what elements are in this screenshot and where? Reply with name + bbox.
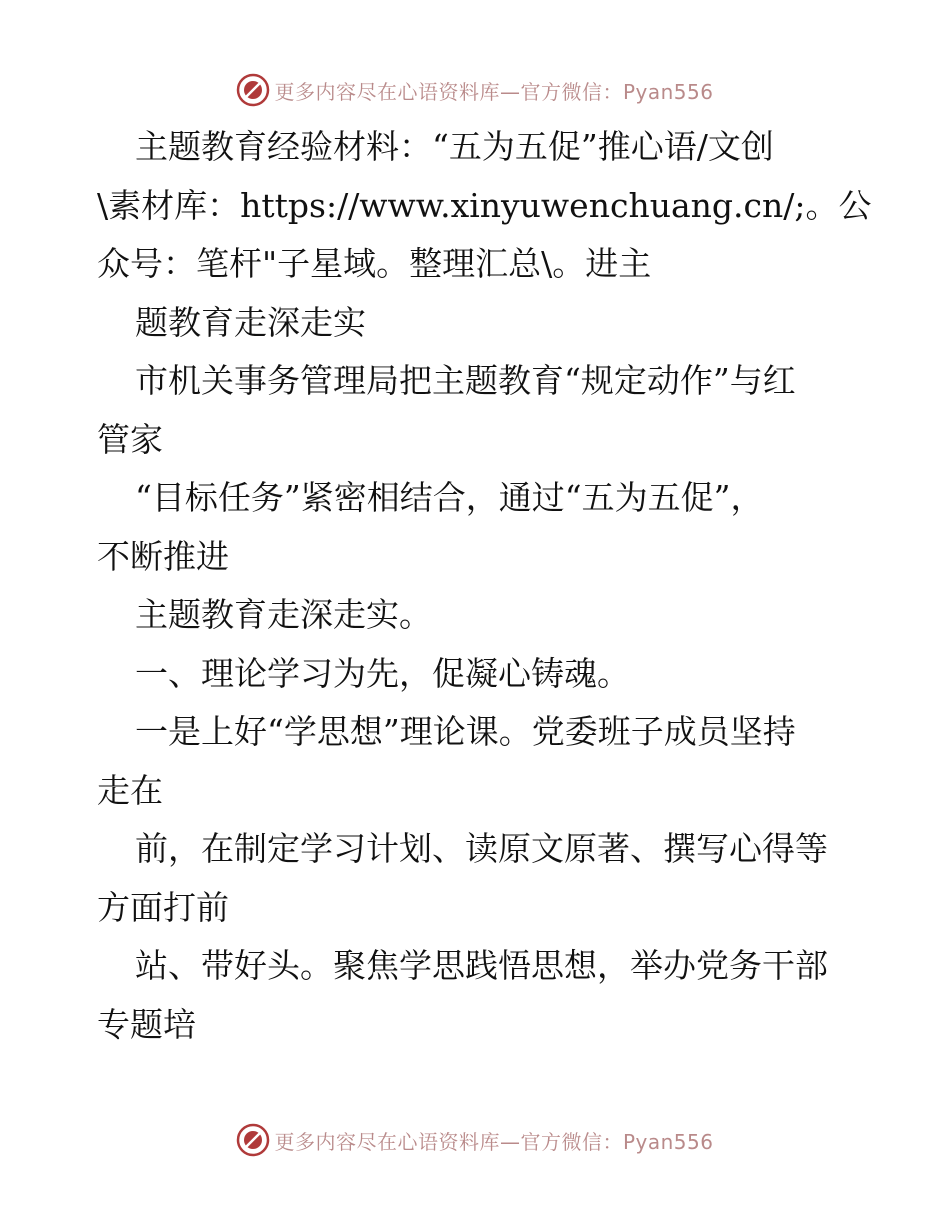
text-line: 题教育走深走实: [135, 302, 366, 342]
text-line: 走在: [97, 770, 163, 810]
section-heading: 一、理论学习为先，促凝心铸魂。: [135, 653, 630, 693]
text-line: 管家: [97, 419, 163, 459]
footer-banner: [0, 1120, 950, 1160]
text-line: 站、带好头。聚焦学思践悟思想，举办党务干部: [135, 946, 828, 985]
mind-language-logo-icon: [236, 1123, 270, 1157]
text-line: \素材库：https://www.xinyuwenchuang.cn/;。公: [97, 185, 872, 225]
text-line: 方面打前: [97, 887, 229, 927]
text-line: 不断推进: [97, 536, 229, 576]
header-banner-text: 更多内容尽在心语资料库—官方微信：Pyan556: [274, 79, 714, 104]
footer-banner-text: 更多内容尽在心语资料库—官方微信：Pyan556: [274, 1129, 714, 1154]
document-body: [97, 118, 872, 1054]
header-banner: [0, 70, 950, 110]
text-line: “目标任务”紧密相结合，通过“五为五促”，: [135, 478, 764, 517]
text-line: 众号：笔杆"子星域。整理汇总\。进主: [97, 244, 652, 283]
text-line: 一是上好“学思想”理论课。党委班子成员坚持: [135, 712, 796, 751]
mind-language-logo-icon: [236, 73, 270, 107]
text-line: 市机关事务管理局把主题教育“规定动作”与红: [135, 361, 796, 400]
text-line: 主题教育经验材料：“五为五促”推心语/文创: [135, 127, 774, 166]
text-line: 主题教育走深走实。: [135, 595, 432, 634]
text-line: 专题培: [97, 1004, 196, 1044]
text-line: 前，在制定学习计划、读原文原著、撰写心得等: [135, 829, 828, 868]
